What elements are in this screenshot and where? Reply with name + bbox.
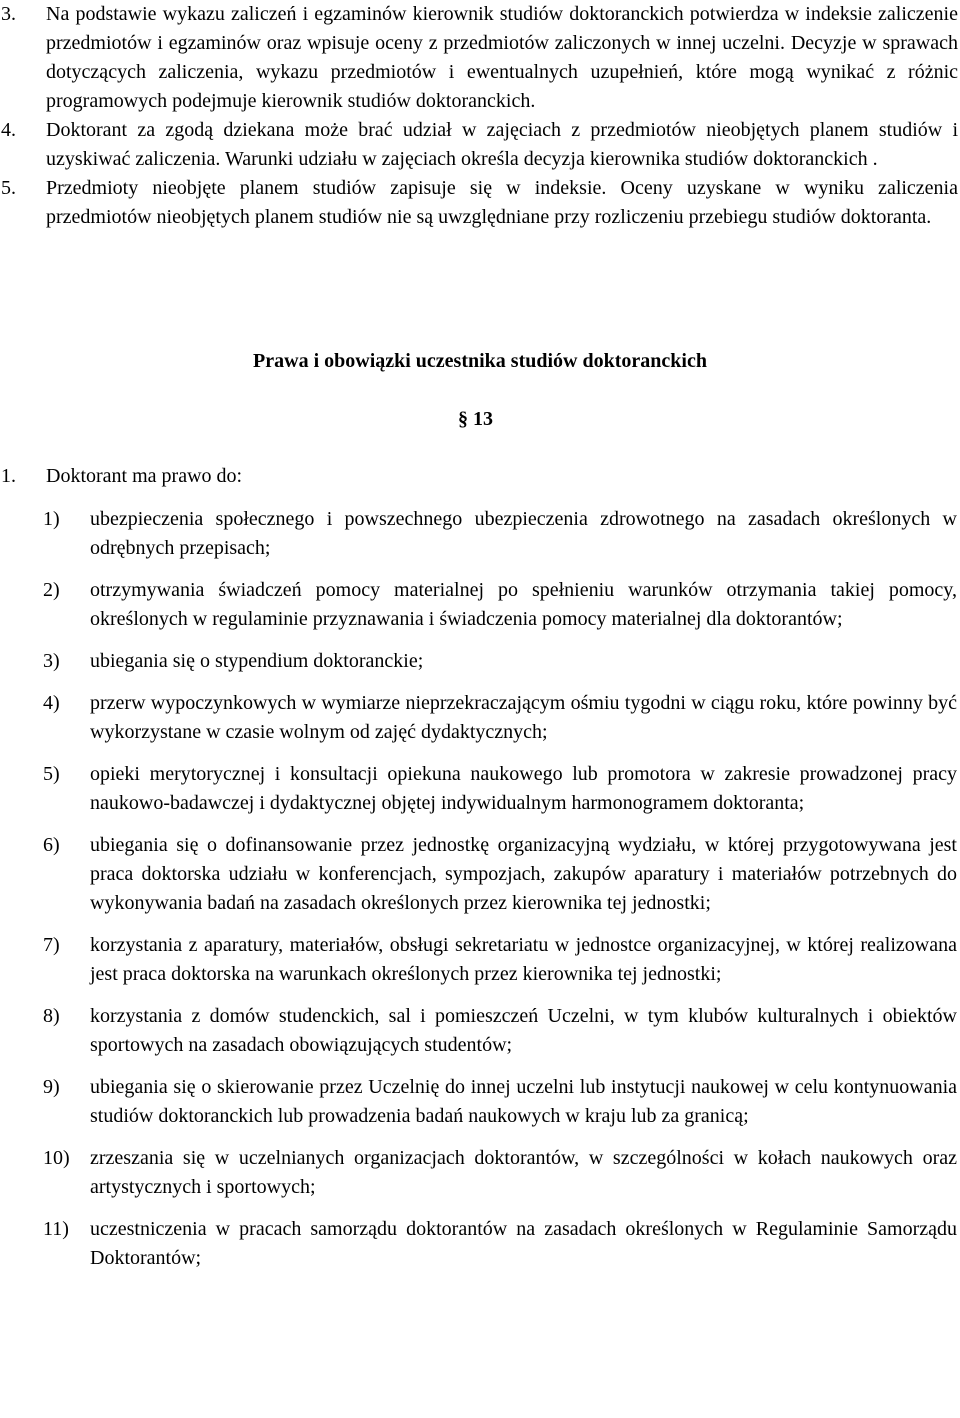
- item-number: 5.: [1, 177, 16, 199]
- item-number: 5): [43, 763, 60, 785]
- intro-line: [1, 462, 242, 491]
- list-item: [0, 116, 958, 174]
- item-text: uczestniczenia w pracach samorządu doktorantów na zasadach określonych w Regulaminie Samorządu Doktorantów;: [90, 1218, 957, 1269]
- intro-text: Doktorant ma prawo do:: [46, 465, 243, 487]
- item-text: ubiegania się o skierowanie przez Uczelnię do innej uczelni lub instytucji naukowej w celu kontynuowania studiów doktoranckich lub prowadzenia badań naukowych w kraju lub za granicą;: [90, 1076, 957, 1127]
- top-numbered-list: [0, 0, 958, 232]
- list-item: [0, 831, 957, 918]
- item-text: ubezpieczenia społecznego i powszechnego ubezpieczenia zdrowotnego na zasadach określonych w odrębnych przepisach;: [90, 508, 957, 559]
- item-text: korzystania z aparatury, materiałów, obsługi sekretariatu w jednostce organizacyjnej, w której realizowana jest praca doktorska na warunkach określonych przez kierownika tej jednostki;: [90, 934, 957, 985]
- list-item: [0, 505, 957, 563]
- section-title-text: Prawa i obowiązki uczestnika studiów doktoranckich: [253, 350, 707, 372]
- list-item: [0, 931, 957, 989]
- intro-number: 1.: [1, 465, 16, 487]
- item-text: ubiegania się o stypendium doktoranckie;: [90, 650, 424, 672]
- item-number: 2): [43, 579, 60, 601]
- item-number: 10): [43, 1147, 70, 1169]
- item-number: 7): [43, 934, 60, 956]
- item-number: 9): [43, 1076, 60, 1098]
- section-title: [0, 347, 960, 376]
- list-item: [0, 1002, 957, 1060]
- item-number: 4.: [1, 119, 16, 141]
- paragraph-number: § 13: [458, 408, 493, 430]
- item-number: 11): [43, 1218, 69, 1240]
- item-text: otrzymywania świadczeń pomocy materialnej po spełnieniu warunków otrzymania takiej pomocy, określonych w regulaminie przyznawania i świadczenia pomocy materialnej dla doktorantów;: [90, 579, 957, 630]
- item-number: 6): [43, 834, 60, 856]
- list-item: [0, 689, 957, 747]
- item-text: zrzeszania się w uczelnianych organizacjach doktorantów, w szczególności w kołach naukowych oraz artystycznych i sportowych;: [90, 1147, 957, 1198]
- item-text: Doktorant za zgodą dziekana może brać udział w zajęciach z przedmiotów nieobjętych planem studiów i uzyskiwać zaliczenia. Warunki udziału w zajęciach określa decyzja kierownika studiów doktoranckich .: [46, 119, 958, 170]
- list-item: [0, 1073, 957, 1131]
- item-text: korzystania z domów studenckich, sal i pomieszczeń Uczelni, w tym klubów kulturalnych i obiektów sportowych na zasadach obowiązujących studentów;: [90, 1005, 957, 1056]
- item-text: Na podstawie wykazu zaliczeń i egzaminów kierownik studiów doktoranckich potwierdza w indeksie zaliczenie przedmiotów i egzaminów oraz wpisuje oceny z przedmiotów zaliczonych w innej uczelni. Decyzje w sprawach dotyczących zaliczenia, wykazu przedmiotów i ewentualnych uzupełnień, które mogą wynikać z różnic programowych podejmuje kierownik studiów doktoranckich.: [46, 3, 958, 112]
- list-item: [0, 0, 958, 116]
- item-number: 3.: [1, 3, 16, 25]
- list-item: [0, 647, 957, 676]
- rights-list: [0, 505, 957, 1286]
- item-text: Przedmioty nieobjęte planem studiów zapisuje się w indeksie. Oceny uzyskane w wyniku zaliczenia przedmiotów nieobjętych planem studiów nie są uwzględniane przy rozliczeniu przebiegu studiów doktoranta.: [46, 177, 958, 228]
- item-number: 4): [43, 692, 60, 714]
- item-number: 1): [43, 508, 60, 530]
- item-text: ubiegania się o dofinansowanie przez jednostkę organizacyjną wydziału, w której przygotowywana jest praca doktorska udziału w konferencjach, sympozjach, zakupów aparatury i materiałów potrzebnych do wykonywania badań na zasadach określonych przez kierownika tej jednostki;: [90, 834, 957, 914]
- item-text: opieki merytorycznej i konsultacji opiekuna naukowego lub promotora w zakresie prowadzonej pracy naukowo-badawczej i dydaktycznej objętej indywidualnym harmonogramem doktoranta;: [90, 763, 957, 814]
- item-text: przerw wypoczynkowych w wymiarze nieprzekraczającym ośmiu tygodni w ciągu roku, które powinny być wykorzystane w czasie wolnym od zajęć dydaktycznych;: [90, 692, 957, 743]
- list-item: [0, 1215, 957, 1273]
- list-item: [0, 1144, 957, 1202]
- list-item: [0, 760, 957, 818]
- list-item: [0, 576, 957, 634]
- list-item: [0, 174, 958, 232]
- item-number: 8): [43, 1005, 60, 1027]
- item-number: 3): [43, 650, 60, 672]
